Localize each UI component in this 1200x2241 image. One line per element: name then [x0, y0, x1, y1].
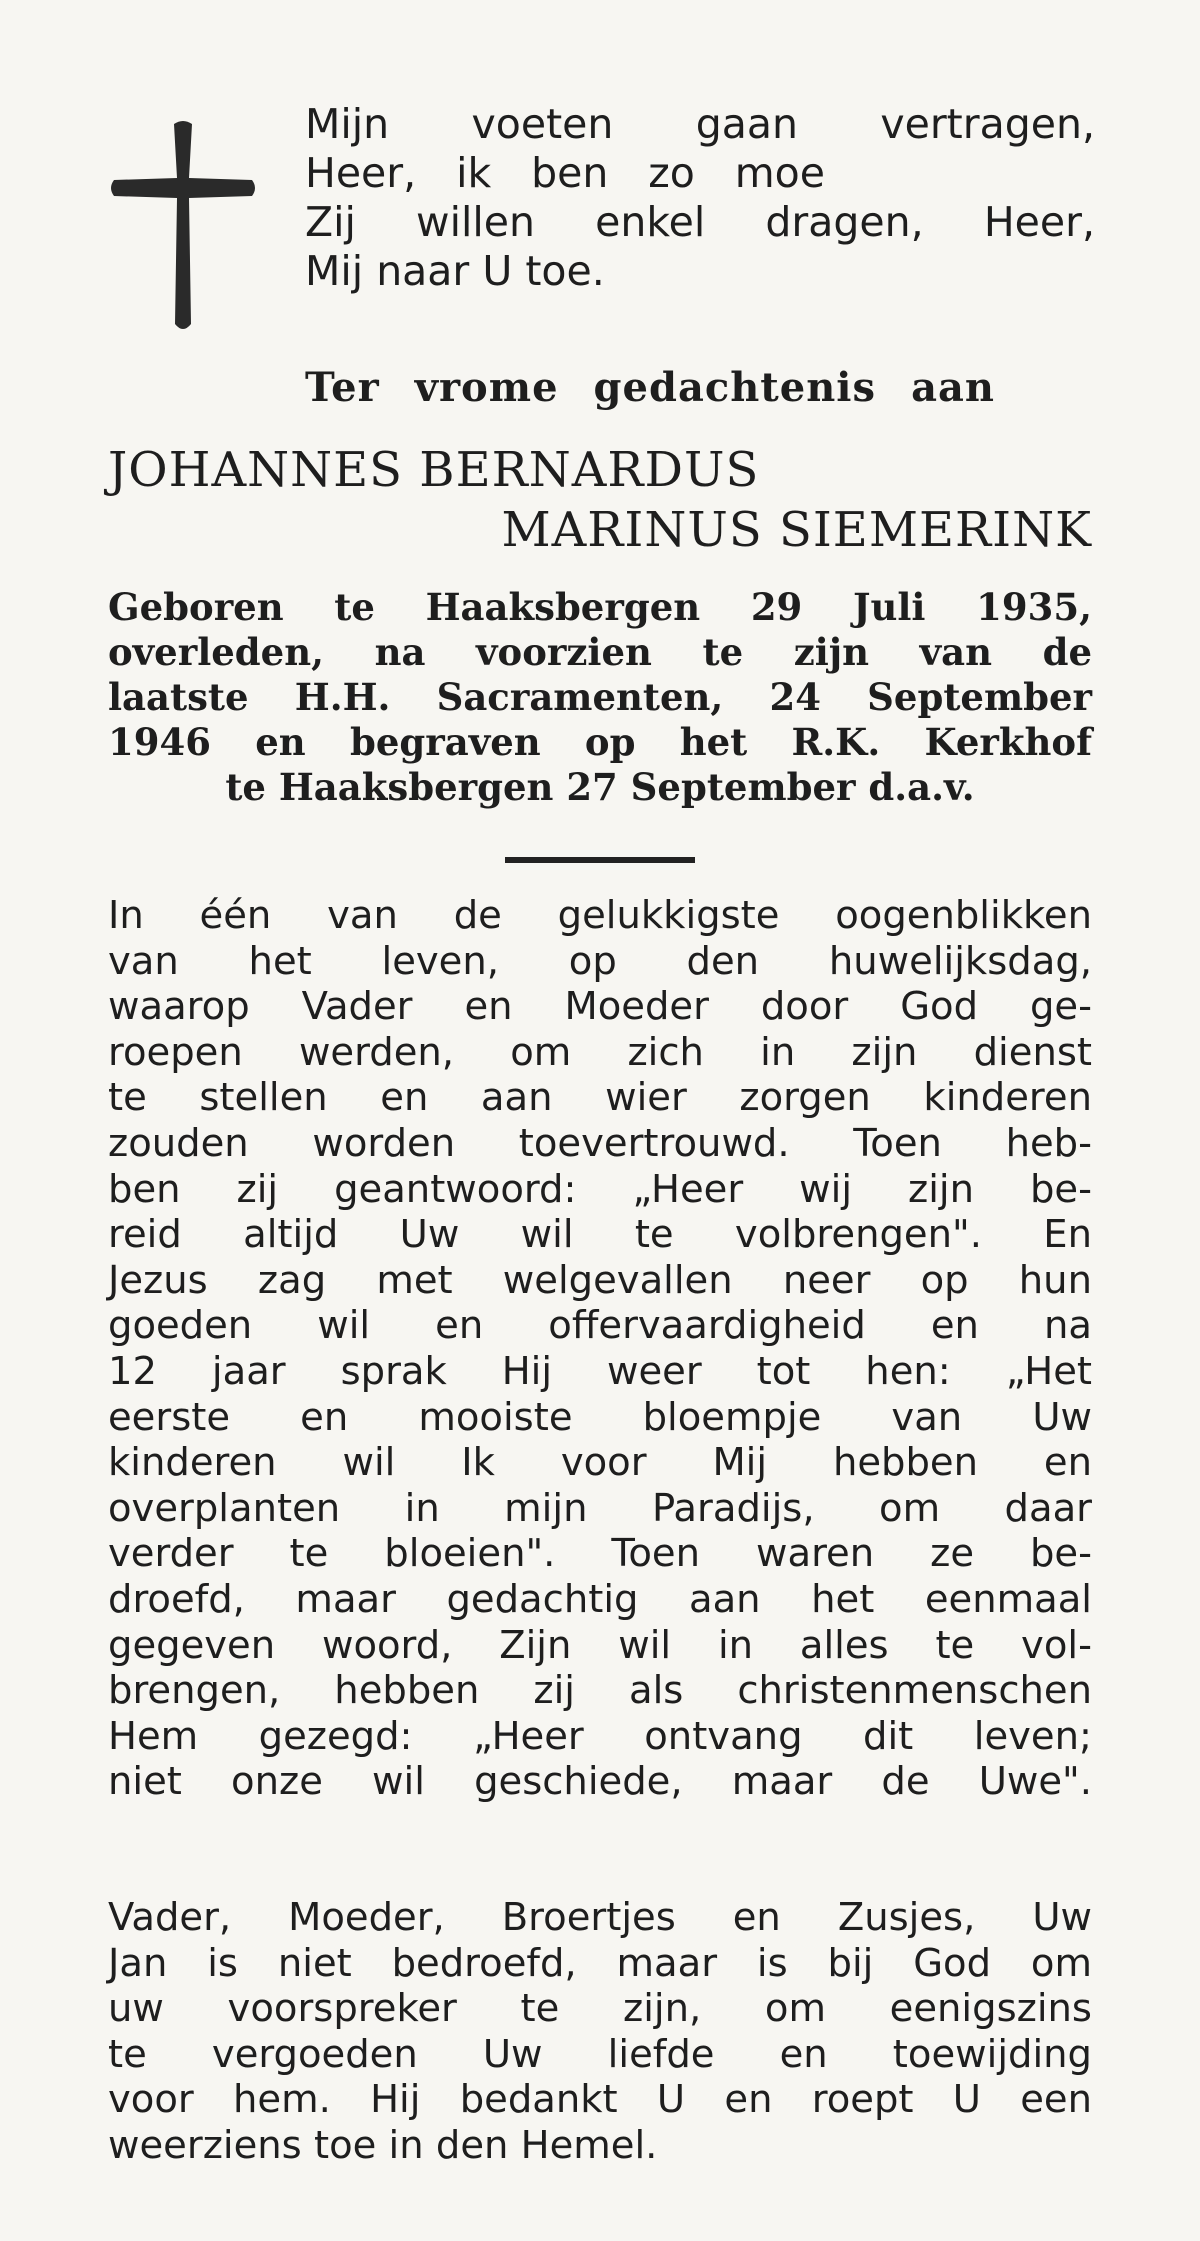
paragraph-line: voor hem. Hij bedankt U en roept U een	[108, 2077, 1092, 2123]
dates-line: 1946 en begraven op het R.K. Kerkhof	[108, 720, 1092, 764]
life-dates	[108, 585, 1092, 810]
poem-line: Heer, ik ben zo moe	[305, 149, 825, 197]
paragraph-line: overplanten in mijn Paradijs, om daar	[108, 1485, 1092, 1531]
tribute-paragraph-1	[108, 893, 1092, 1805]
paragraph-line: droefd, maar gedachtig aan het eenmaal	[108, 1576, 1092, 1622]
poem-line: Mij naar U toe.	[305, 247, 605, 295]
paragraph-line: van het leven, op den huwelijksdag,	[108, 938, 1092, 984]
paragraph-line: gegeven woord, Zijn wil in alles te vol-	[108, 1622, 1092, 1668]
dates-line: Geboren te Haaksbergen 29 Juli 1935,	[108, 585, 1092, 629]
paragraph-line: ben zij geantwoord: „Heer wij zijn be-	[108, 1166, 1092, 1212]
paragraph-line: verder te bloeien". Toen waren ze be-	[108, 1531, 1092, 1577]
poem-line: Mijn voeten gaan vertragen,	[305, 100, 1095, 148]
paragraph-line: zouden worden toevertrouwd. Toen heb-	[108, 1120, 1092, 1166]
paragraph-line: reid altijd Uw wil te volbrengen". En	[108, 1212, 1092, 1258]
paragraph-line: waarop Vader en Moeder door God ge-	[108, 984, 1092, 1030]
poem-line: Zij willen enkel dragen, Heer,	[305, 198, 1095, 246]
dedication-heading: Ter vrome gedachtenis aan	[305, 364, 995, 411]
dates-line: overleden, na voorzien te zijn van de	[108, 630, 1092, 674]
dates-line: laatste H.H. Sacramenten, 24 September	[108, 675, 1092, 719]
paragraph-line: 12 jaar sprak Hij weer tot hen: „Het	[108, 1348, 1092, 1394]
paragraph-line: Hem gezegd: „Heer ontvang dit leven;	[108, 1713, 1092, 1759]
paragraph-line: te vergoeden Uw liefde en toewijding	[108, 2031, 1092, 2077]
poem	[305, 100, 1095, 296]
paragraph-line: goeden wil en offervaardigheid en na	[108, 1303, 1092, 1349]
deceased-name-line-1: JOHANNES BERNARDUS	[108, 442, 760, 498]
paragraph-line: Jezus zag met welgevallen neer op hun	[108, 1257, 1092, 1303]
dates-line: te Haaksbergen 27 September d.a.v.	[225, 765, 975, 809]
paragraph-line: weerziens toe in den Hemel.	[108, 2122, 658, 2168]
paragraph-line: Vader, Moeder, Broertjes en Zusjes, Uw	[108, 1895, 1092, 1940]
paragraph-line: uw voorspreker te zijn, om eenigszins	[108, 1986, 1092, 2032]
paragraph-line: In één van de gelukkigste oogenblikken	[108, 893, 1092, 938]
paragraph-line: te stellen en aan wier zorgen kinderen	[108, 1075, 1092, 1121]
divider	[505, 857, 695, 863]
cross-icon	[108, 118, 258, 338]
paragraph-line: brengen, hebben zij als christenmenschen	[108, 1668, 1092, 1714]
paragraph-line: roepen werden, om zich in zijn dienst	[108, 1029, 1092, 1075]
paragraph-line: niet onze wil geschiede, maar de Uwe".	[108, 1759, 1092, 1805]
deceased-name-line-2: MARINUS SIEMERINK	[501, 502, 1092, 558]
paragraph-line: Jan is niet bedroefd, maar is bij God om	[108, 1940, 1092, 1986]
paragraph-line: kinderen wil Ik voor Mij hebben en	[108, 1440, 1092, 1486]
paragraph-line: eerste en mooiste bloempje van Uw	[108, 1394, 1092, 1440]
tribute-paragraph-2	[108, 1895, 1092, 2169]
